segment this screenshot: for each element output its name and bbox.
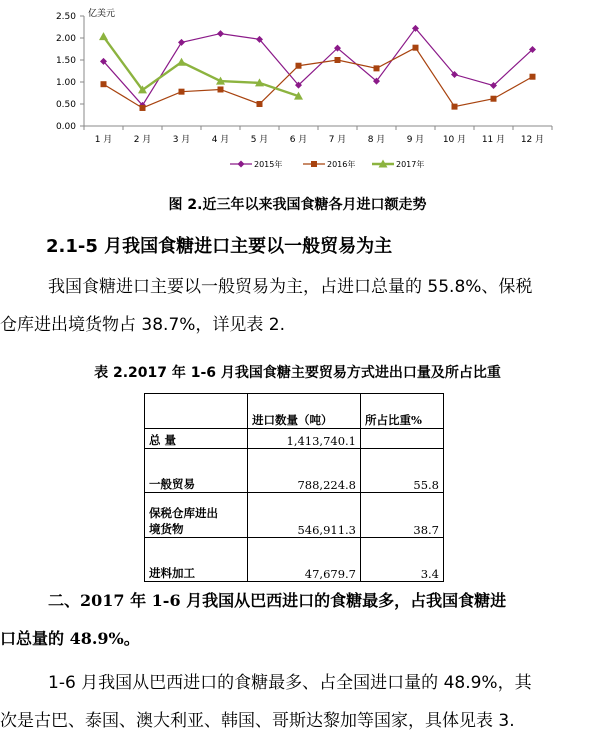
section-heading: 2.1-5 月我国食糖进口主要以一般贸易为主	[46, 236, 393, 257]
paragraph-line: 次是古巴、泰国、澳大利亚、韩国、哥斯达黎加等国家，具体见表 3.	[0, 711, 515, 731]
share-cell	[361, 429, 444, 449]
paragraph-line: 口总量的 48.9%。	[0, 629, 140, 648]
x-tick-label: 1 月	[94, 135, 113, 145]
row-label: 一般贸易	[145, 449, 248, 493]
import-trend-chart	[0, 0, 595, 190]
row-label: 保税仓库进出 境货物	[145, 493, 248, 538]
data-point	[178, 39, 185, 46]
data-point	[335, 57, 341, 63]
table-row	[145, 493, 444, 538]
qty-cell: 546,911.3	[248, 493, 361, 538]
data-point	[99, 32, 108, 40]
data-point	[140, 105, 146, 111]
table-header-row	[145, 394, 444, 429]
table-row	[145, 538, 444, 582]
paragraph-brazil-detail	[0, 664, 595, 740]
share-cell: 3.4	[361, 538, 444, 582]
x-tick-label: 12 月	[520, 135, 545, 145]
data-point	[296, 63, 302, 69]
data-point	[218, 86, 224, 92]
x-tick-label: 6 月	[289, 135, 308, 145]
legend-label: 2015年	[254, 160, 283, 169]
row-label: 总 量	[145, 429, 248, 449]
data-point	[530, 74, 536, 80]
x-tick-label: 10 月	[442, 135, 467, 145]
data-point	[238, 161, 245, 168]
x-tick-label: 3 月	[172, 135, 191, 145]
y-tick-label: 1.00	[55, 78, 76, 88]
data-point	[179, 89, 185, 95]
trade-mode-table	[144, 393, 444, 582]
series-line	[104, 28, 533, 105]
paragraph-line: 二、2017 年 1-6 月我国从巴西进口的食糖最多，占我国食糖进	[48, 591, 507, 610]
data-point	[217, 30, 224, 37]
qty-cell: 47,679.7	[248, 538, 361, 582]
table-row	[145, 449, 444, 493]
x-tick-label: 7 月	[328, 135, 347, 145]
x-tick-label: 5 月	[250, 135, 269, 145]
paragraph-brazil-heading	[0, 582, 595, 658]
row-label: 进料加工	[145, 538, 248, 582]
x-tick-label: 2 月	[133, 135, 152, 145]
data-point	[257, 101, 263, 107]
qty-cell: 788,224.8	[248, 449, 361, 493]
qty-cell: 1,413,740.1	[248, 429, 361, 449]
paragraph-line: 仓库进出境货物占 38.7%，详见表 2.	[0, 315, 286, 335]
data-point	[101, 81, 107, 87]
y-unit-label: 亿美元	[88, 9, 116, 19]
share-cell: 55.8	[361, 449, 444, 493]
series-line	[104, 37, 299, 96]
share-cell: 38.7	[361, 493, 444, 538]
y-tick-label: 1.50	[55, 56, 76, 66]
legend-label: 2016年	[327, 160, 356, 169]
paragraph-line: 1-6 月我国从巴西进口的食糖最多、占全国进口量的 48.9%，其	[48, 673, 532, 693]
paragraph-line: 我国食糖进口主要以一般贸易为主，占进口总量的 55.8%、保税	[48, 277, 533, 297]
data-point	[374, 65, 380, 71]
y-tick-label: 0.00	[55, 122, 76, 132]
y-tick-label: 0.50	[55, 100, 76, 110]
x-tick-label: 4 月	[211, 135, 230, 145]
table-row	[145, 429, 444, 449]
table-title: 表 2.2017 年 1-6 月我国食糖主要贸易方式进出口量及所占比重	[94, 365, 501, 381]
table-header-cell: 进口数量（吨）	[248, 394, 361, 429]
legend-label: 2017年	[396, 160, 425, 169]
data-point	[413, 45, 419, 51]
paragraph-trade-mode	[0, 268, 595, 344]
table-header-cell: 所占比重%	[361, 394, 444, 429]
x-tick-label: 11 月	[481, 135, 506, 145]
figure-caption: 图 2.近三年以来我国食糖各月进口额走势	[168, 197, 427, 213]
x-tick-label: 8 月	[367, 135, 386, 145]
table-header-cell	[145, 394, 248, 429]
data-point	[491, 96, 497, 102]
data-point	[452, 104, 458, 110]
y-tick-label: 2.00	[55, 34, 76, 44]
data-point	[311, 161, 317, 167]
data-point	[177, 58, 186, 66]
y-tick-label: 2.50	[55, 12, 76, 22]
x-tick-label: 9 月	[406, 135, 425, 145]
